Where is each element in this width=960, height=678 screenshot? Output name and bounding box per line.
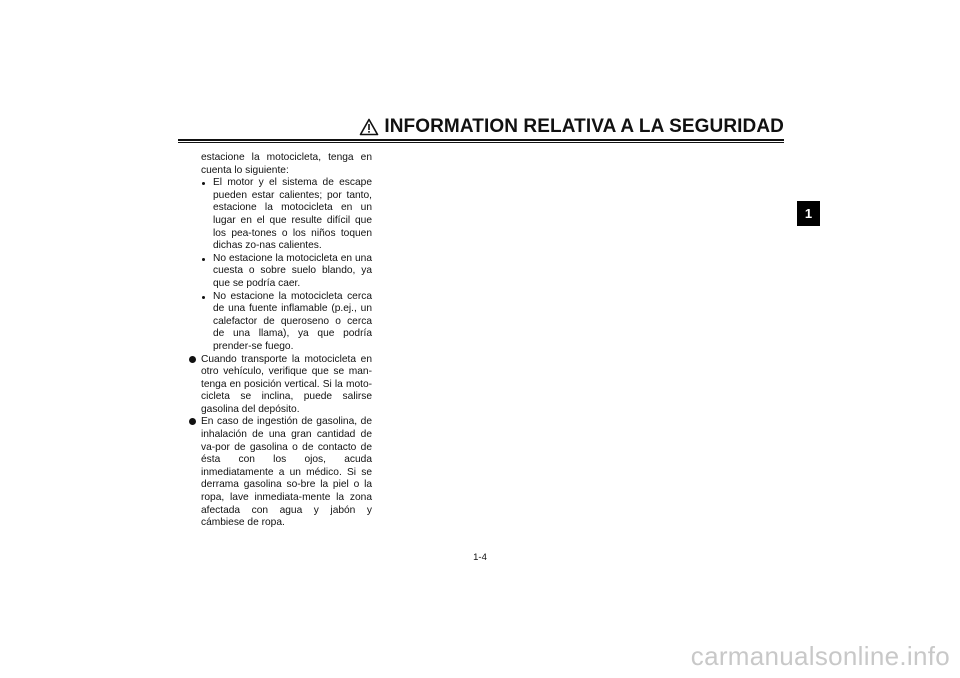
small-bullet-icon (202, 296, 205, 299)
page-title: INFORMATION RELATIVA A LA SEGURIDAD (384, 116, 784, 137)
sub-list-item: El motor y el sistema de escape pueden estar calientes; por tanto, estacione la motocicleta en un lugar en el que resulte difícil que los pea-tones o los niños toquen dichas zo-nas calientes. (213, 177, 372, 253)
header-title-group (359, 116, 784, 138)
list-item: Cuando transporte la motocicleta en otro vehículo, verifique que se man-tenga en posición vertical. Si la moto-cicleta se inclina, puede salirse gasolina del depósito. (201, 354, 372, 417)
header-rule-thin (178, 142, 784, 143)
header-rule-thick (178, 139, 784, 141)
small-bullet-icon (202, 182, 205, 185)
small-bullet-icon (202, 258, 205, 261)
bullet-icon (189, 356, 196, 363)
sub-list-item: No estacione la motocicleta cerca de una fuente inflamable (p.ej., un calefactor de queroseno o cerca de una llama), ya que podría prender-se fuego. (213, 291, 372, 354)
bullet-icon (189, 418, 196, 425)
chapter-tab: 1 (797, 201, 820, 226)
list-item: En caso de ingestión de gasolina, de inhalación de una gran cantidad de va-por de gasolina o de contacto de ésta con los ojos, acuda inmediatamente a un médico. Si se derrama gasolina so-bre la piel o la ropa, lave inmediata-mente la zona afectada con agua y jabón y cámbiese de ropa. (201, 416, 372, 529)
page-number: 1-4 (473, 552, 487, 563)
warning-triangle-icon (359, 118, 379, 136)
intro-paragraph: estacione la motocicleta, tenga en cuenta lo siguiente: (201, 152, 372, 176)
body-text (189, 152, 372, 530)
sub-list-item: No estacione la motocicleta en una cuesta o sobre suelo blando, ya que se podría caer. (213, 253, 372, 291)
page-header (178, 116, 784, 140)
watermark: carmanualsonline.info (690, 641, 950, 671)
